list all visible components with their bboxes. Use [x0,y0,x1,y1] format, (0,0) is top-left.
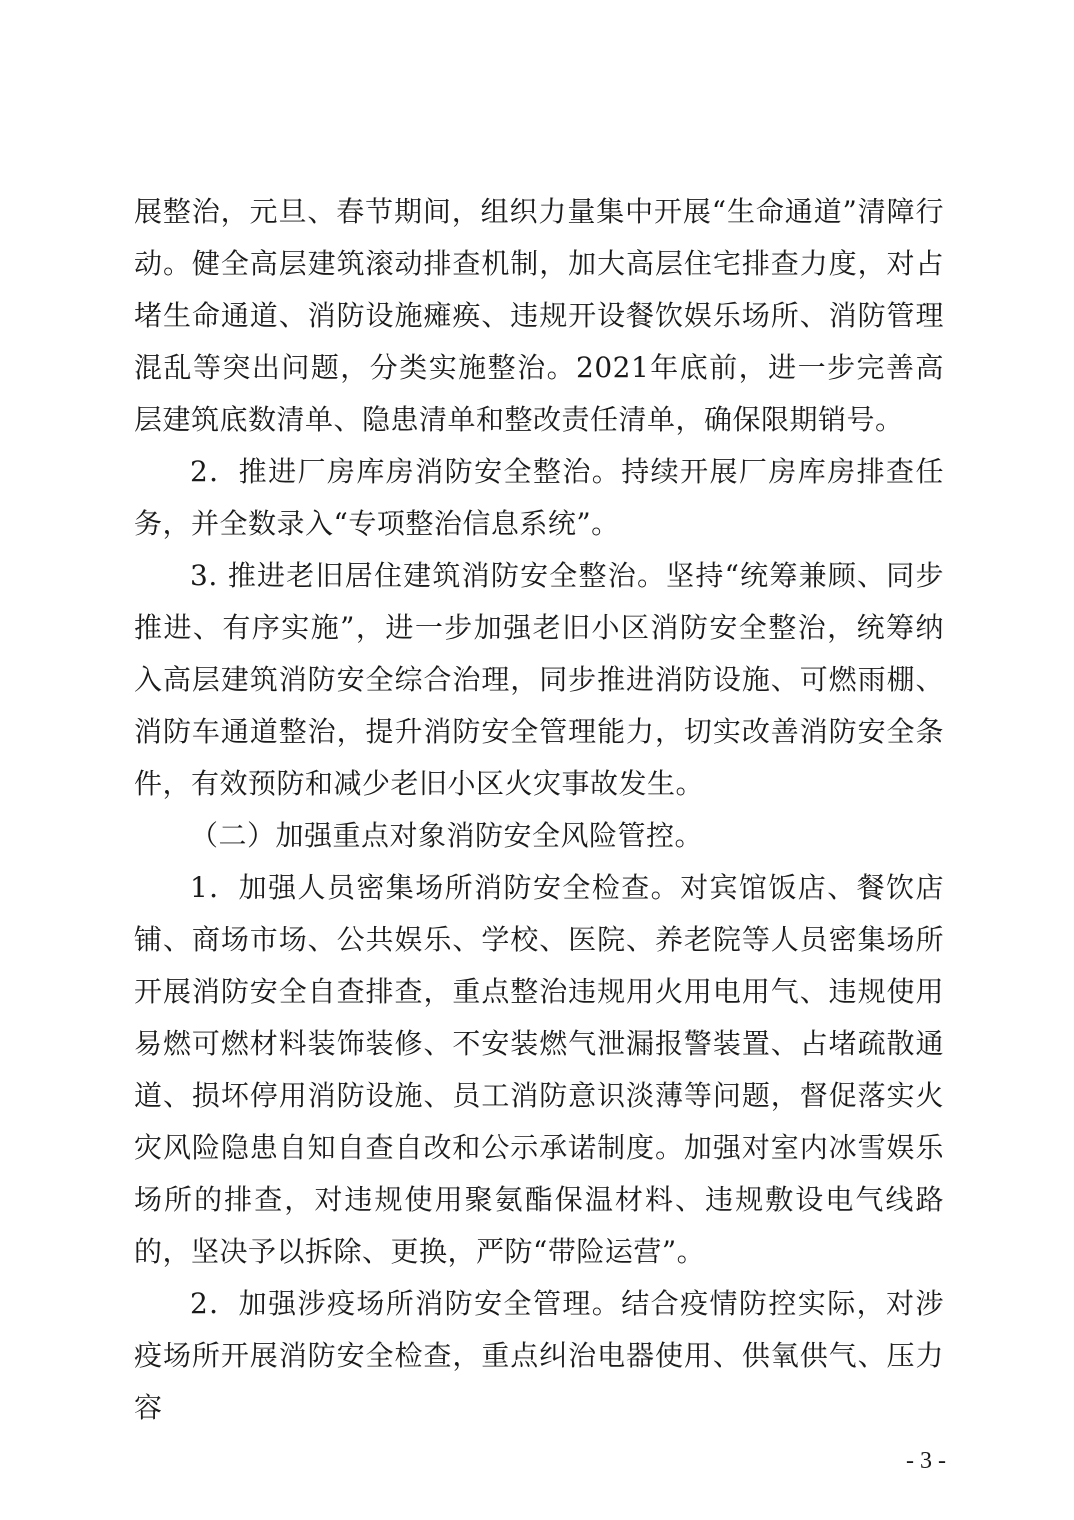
paragraph-factory-warehouse: 2．推进厂房库房消防安全整治。持续开展厂房库房排查任务，并全数录入“专项整治信息系统”。 [134,455,944,540]
paragraph-continuation: 展整治，元旦、春节期间，组织力量集中开展“生命通道”清障行动。健全高层建筑滚动排查机制，加大高层住宅排查力度，对占堵生命通道、消防设施瘫痪、违规开设餐饮娱乐场所、消防管理混乱等突出问题，分类实施整治。2021年底前，进一步完善高层建筑底数清单、隐患清单和整改责任清单，确保限期销号。 [134,195,944,436]
paragraph-old-residential: 3. 推进老旧居住建筑消防安全整治。坚持“统筹兼顾、同步推进、有序实施”，进一步加强老旧小区消防安全整治，统筹纳入高层建筑消防安全综合治理，同步推进消防设施、可燃雨棚、消防车通道整治，提升消防安全管理能力，切实改善消防安全条件，有效预防和减少老旧小区火灾事故发生。 [134,559,944,800]
body-text [134,186,944,1434]
paragraph-epidemic-sites: 2．加强涉疫场所消防安全管理。结合疫情防控实际，对涉疫场所开展消防安全检查，重点纠治电器使用、供氧供气、压力容 [134,1287,944,1424]
paragraph-crowded-places: 1．加强人员密集场所消防安全检查。对宾馆饭店、餐饮店铺、商场市场、公共娱乐、学校、医院、养老院等人员密集场所开展消防安全自查排查，重点整治违规用火用电用气、违规使用易燃可燃材料装饰装修、不安装燃气泄漏报警装置、占堵疏散通道、损坏停用消防设施、员工消防意识淡薄等问题，督促落实火灾风险隐患自知自查自改和公示承诺制度。加强对室内冰雪娱乐场所的排查，对违规使用聚氨酯保温材料、违规敷设电气线路的，坚决予以拆除、更换，严防“带险运营”。 [134,871,944,1268]
section-heading: （二）加强重点对象消防安全风险管控。 [190,819,704,852]
page-number: - 3 - [906,1448,946,1474]
